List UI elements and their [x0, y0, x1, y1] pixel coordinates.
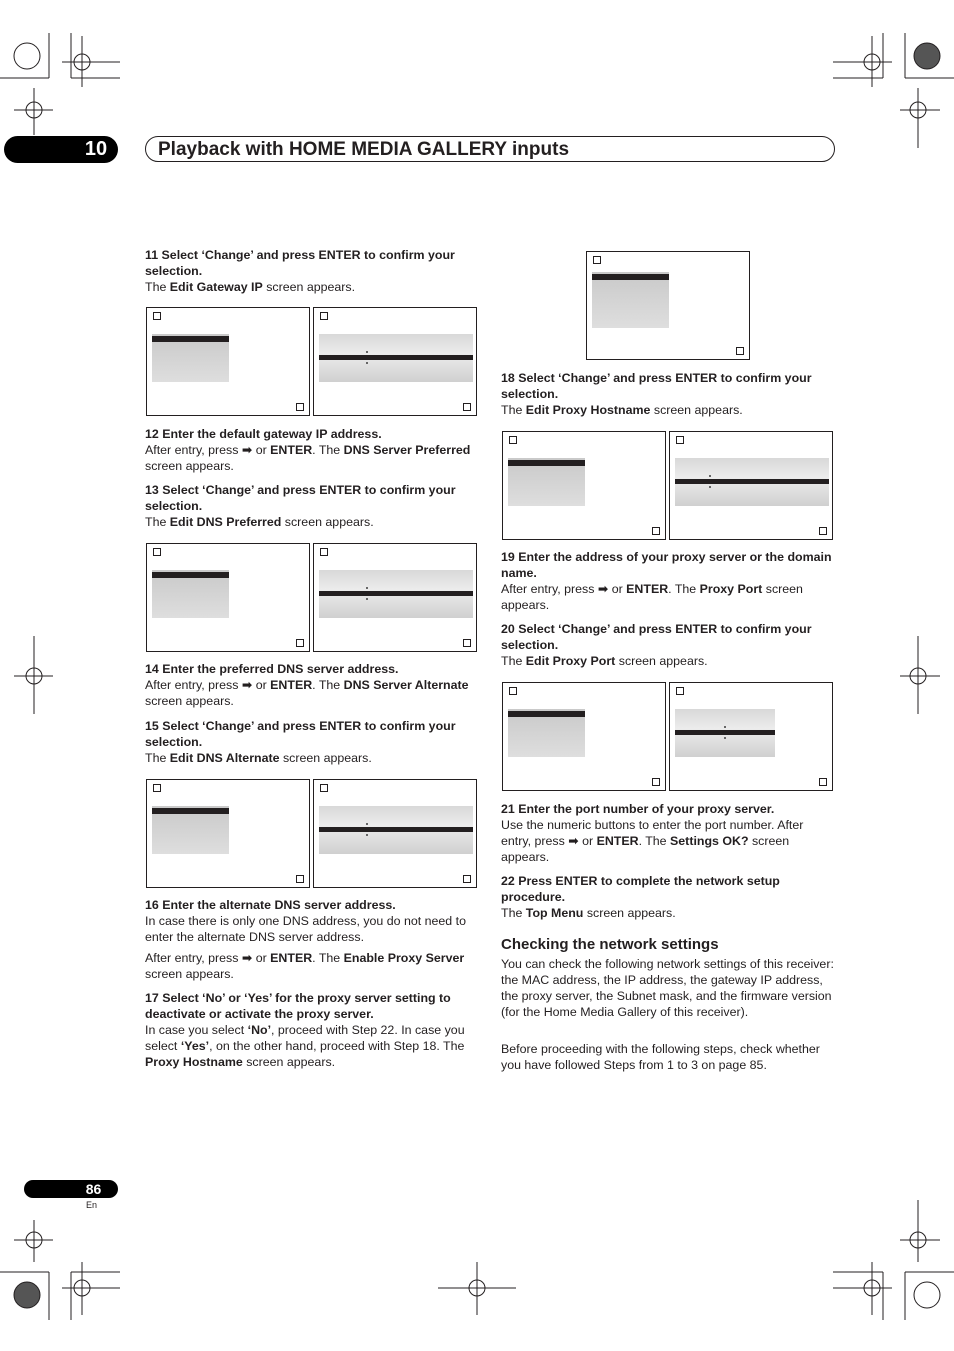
step-16 — [145, 897, 480, 982]
step-15-body: The Edit DNS Alternate screen appears. — [145, 751, 372, 765]
screen-menu-18 — [502, 431, 666, 540]
screen-menu-13 — [146, 543, 310, 652]
language-label: En — [86, 1200, 98, 1210]
section-paragraph-2: Before proceeding with the following steps, check whether you have followed Steps from 1 to 3 on page 85. — [501, 1042, 820, 1072]
arrow-right-icon: ➡ — [241, 443, 253, 457]
arrow-right-icon: ➡ — [241, 678, 253, 692]
step-17-body: In case you select ‘No’, proceed with Step 22. In case you select ‘Yes’, on the other hand, proceed with Step 18. The Proxy Hostname screen appears. — [145, 1023, 465, 1069]
chapter-title: Playback with HOME MEDIA GALLERY inputs — [145, 136, 835, 162]
step-13-heading: 13 Select ‘Change’ and press ENTER to confirm your selection. — [145, 483, 456, 513]
step-16-note: In case there is only one DNS address, you do not need to enter the alternate DNS server address. — [145, 914, 466, 944]
step-15 — [145, 718, 480, 766]
step-19-heading: 19 Enter the address of your proxy server or the domain name. — [501, 550, 832, 580]
screen-menu-20 — [502, 682, 666, 791]
step-11 — [145, 247, 480, 295]
step-18-body: The Edit Proxy Hostname screen appears. — [501, 403, 743, 417]
step-21 — [501, 801, 836, 865]
step-13-body: The Edit DNS Preferred screen appears. — [145, 515, 374, 529]
step-18-heading: 18 Select ‘Change’ and press ENTER to confirm your selection. — [501, 371, 812, 401]
page-number-badge — [24, 1180, 118, 1198]
arrow-right-icon: ➡ — [568, 834, 579, 848]
arrow-right-icon: ➡ — [597, 582, 609, 596]
step-20-body: The Edit Proxy Port screen appears. — [501, 654, 708, 668]
screen-proxy-hostname-menu — [586, 251, 750, 360]
step-13 — [145, 482, 480, 530]
screen-edit-dns-preferred — [313, 543, 477, 652]
screen-edit-proxy-port — [669, 682, 833, 791]
section-paragraph-1: You can check the following network settings of this receiver: the MAC address, the IP address, the gateway IP address, the proxy server, the Subnet mask, and the firmware version (for the Home Media Gallery of this receiver). — [501, 957, 834, 1019]
step-12-heading: 12 Enter the default gateway IP address. — [145, 427, 382, 441]
chapter-number-badge — [4, 136, 118, 163]
section-heading: Checking the network settings — [501, 936, 719, 953]
step-12-body: After entry, press ➡ or ENTER. The DNS Server Preferred screen appears. — [145, 443, 471, 473]
step-14 — [145, 661, 480, 709]
screen-edit-gateway-ip — [313, 307, 477, 416]
step-15-heading: 15 Select ‘Change’ and press ENTER to confirm your selection. — [145, 719, 456, 749]
step-18 — [501, 370, 836, 418]
step-19 — [501, 549, 836, 613]
step-22-body: The Top Menu screen appears. — [501, 906, 676, 920]
step-17-heading: 17 Select ‘No’ or ‘Yes’ for the proxy server setting to deactivate or activate the proxy server. — [145, 991, 451, 1021]
step-21-body: Use the numeric buttons to enter the port number. After entry, press ➡ or ENTER. The Settings OK? screen appears. — [501, 818, 804, 864]
step-19-body: After entry, press ➡ or ENTER. The Proxy Port screen appears. — [501, 582, 803, 612]
step-11-heading: 11 Select ‘Change’ and press ENTER to confirm your selection. — [145, 248, 455, 278]
step-22-heading: 22 Press ENTER to complete the network setup procedure. — [501, 874, 780, 904]
arrow-right-icon: ➡ — [241, 951, 253, 965]
step-21-heading: 21 Enter the port number of your proxy server. — [501, 802, 775, 816]
step-11-body: The Edit Gateway IP screen appears. — [145, 280, 356, 294]
step-17 — [145, 990, 480, 1070]
step-14-heading: 14 Enter the preferred DNS server address. — [145, 662, 399, 676]
screen-menu-11 — [146, 307, 310, 416]
step-12 — [145, 426, 480, 474]
screen-edit-dns-alternate — [313, 779, 477, 888]
step-14-body: After entry, press ➡ or ENTER. The DNS Server Alternate screen appears. — [145, 678, 469, 708]
step-16-heading: 16 Enter the alternate DNS server address. — [145, 898, 396, 912]
screen-edit-proxy-hostname — [669, 431, 833, 540]
step-22 — [501, 873, 836, 921]
chapter-number: 10 — [84, 138, 108, 160]
page-number: 86 — [85, 1181, 102, 1197]
screen-menu-15 — [146, 779, 310, 888]
step-16-body: After entry, press ➡ or ENTER. The Enable Proxy Server screen appears. — [145, 951, 465, 981]
step-20-heading: 20 Select ‘Change’ and press ENTER to confirm your selection. — [501, 622, 812, 652]
step-20 — [501, 621, 836, 669]
